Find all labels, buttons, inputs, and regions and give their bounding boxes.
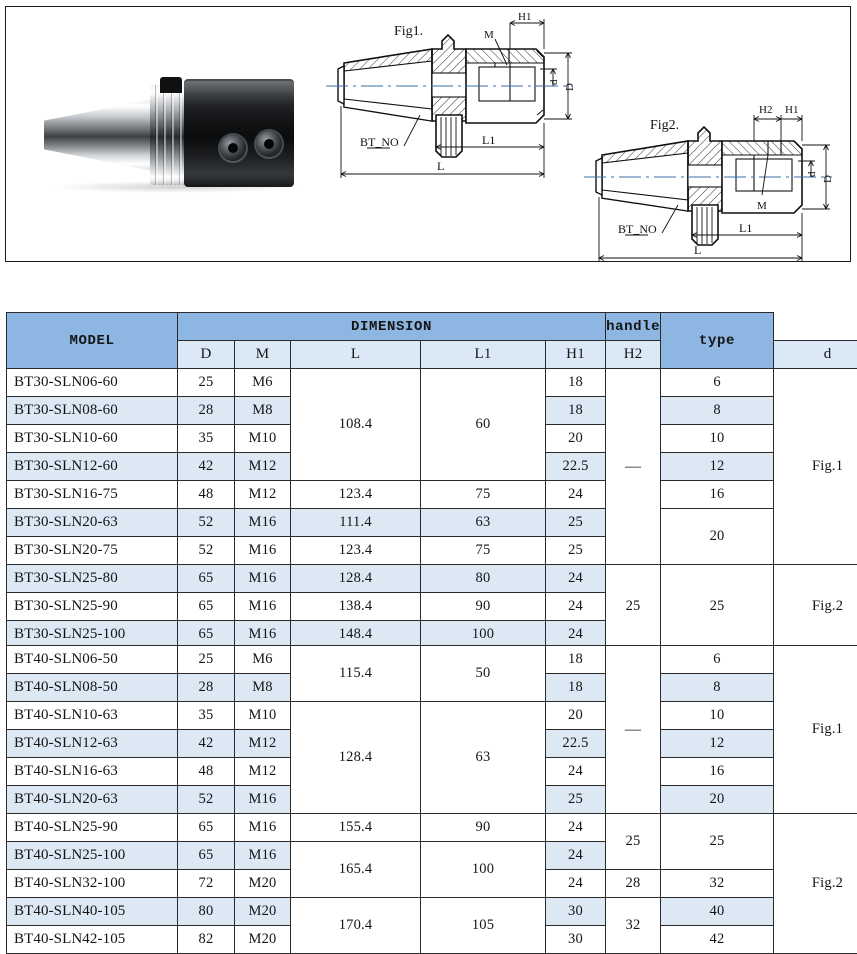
cell-h1: 30 bbox=[546, 898, 606, 926]
col-subheader-l1: L1 bbox=[421, 341, 546, 369]
cell-model: BT30-SLN25-90 bbox=[7, 593, 178, 621]
cell-model: BT40-SLN10-63 bbox=[7, 702, 178, 730]
cell-d: 35 bbox=[178, 425, 235, 453]
cell-m: M16 bbox=[235, 786, 291, 814]
cell-model: BT30-SLN08-60 bbox=[7, 397, 178, 425]
table-head bbox=[7, 313, 857, 369]
cell-l: 155.4 bbox=[291, 814, 421, 842]
cell-m: M16 bbox=[235, 842, 291, 870]
svg-text:M: M bbox=[757, 200, 767, 212]
cell-h1: 18 bbox=[546, 674, 606, 702]
cell-l1: 63 bbox=[421, 702, 546, 814]
cell-h1: 24 bbox=[546, 758, 606, 786]
cell-l: 111.4 bbox=[291, 509, 421, 537]
cell-type: Fig.2 bbox=[774, 565, 857, 649]
fig2-label: Fig2. bbox=[650, 118, 679, 133]
cell-d: 52 bbox=[178, 509, 235, 537]
cell-d: 48 bbox=[178, 758, 235, 786]
cell-l1: 90 bbox=[421, 593, 546, 621]
cell-m: M16 bbox=[235, 814, 291, 842]
cell-handle-d: 12 bbox=[661, 730, 774, 758]
cell-handle-d: 25 bbox=[661, 814, 774, 870]
cell-model: BT40-SLN08-50 bbox=[7, 674, 178, 702]
cell-d: 28 bbox=[178, 674, 235, 702]
svg-text:d: d bbox=[548, 79, 560, 85]
product-drawing-panel bbox=[5, 6, 851, 262]
cell-d: 28 bbox=[178, 397, 235, 425]
cell-h1: 25 bbox=[546, 786, 606, 814]
cell-handle-d: 12 bbox=[661, 453, 774, 481]
cell-d: 42 bbox=[178, 453, 235, 481]
cell-d: 80 bbox=[178, 898, 235, 926]
photo-lock-screw-1 bbox=[220, 135, 246, 161]
cell-model: BT40-SLN25-100 bbox=[7, 842, 178, 870]
cell-h1: 25 bbox=[546, 537, 606, 565]
table-row bbox=[7, 898, 857, 926]
cell-type: Fig.2 bbox=[774, 814, 857, 954]
table-row bbox=[7, 509, 857, 537]
cell-h1: 24 bbox=[546, 870, 606, 898]
cell-handle-d: 10 bbox=[661, 425, 774, 453]
table-body-bt30 bbox=[7, 369, 857, 649]
cell-m: M8 bbox=[235, 674, 291, 702]
cell-h1: 24 bbox=[546, 621, 606, 649]
col-subheader-h2: H2 bbox=[606, 341, 661, 369]
table-row bbox=[7, 369, 857, 397]
col-header-model: MODEL bbox=[7, 313, 178, 369]
cell-model: BT40-SLN06-50 bbox=[7, 646, 178, 674]
fig2-bt-no-label: BT_NO bbox=[618, 222, 657, 236]
cell-model: BT30-SLN25-80 bbox=[7, 565, 178, 593]
cell-m: M6 bbox=[235, 646, 291, 674]
cell-h1: 24 bbox=[546, 814, 606, 842]
col-header-handle: handle bbox=[606, 313, 661, 341]
tool-holder-photo bbox=[24, 65, 314, 205]
cell-h1: 18 bbox=[546, 646, 606, 674]
cell-l1: 63 bbox=[421, 509, 546, 537]
cell-handle-d: 6 bbox=[661, 646, 774, 674]
svg-text:L1: L1 bbox=[482, 133, 495, 147]
cell-l1: 75 bbox=[421, 481, 546, 509]
cell-h2: — bbox=[606, 646, 661, 814]
photo-shadow bbox=[50, 181, 300, 193]
cell-l: 128.4 bbox=[291, 702, 421, 814]
svg-text:H1: H1 bbox=[518, 11, 531, 23]
photo-taper-shank bbox=[44, 99, 154, 171]
cell-d: 42 bbox=[178, 730, 235, 758]
col-subheader-h1: H1 bbox=[546, 341, 606, 369]
cell-l: 108.4 bbox=[291, 369, 421, 481]
cell-l1: 60 bbox=[421, 369, 546, 481]
cell-l: 123.4 bbox=[291, 481, 421, 509]
cell-h2: 32 bbox=[606, 898, 661, 954]
cell-d: 72 bbox=[178, 870, 235, 898]
cell-l: 123.4 bbox=[291, 537, 421, 565]
cell-m: M10 bbox=[235, 702, 291, 730]
cell-l1: 100 bbox=[421, 621, 546, 649]
cell-m: M16 bbox=[235, 565, 291, 593]
cell-model: BT30-SLN06-60 bbox=[7, 369, 178, 397]
cell-m: M16 bbox=[235, 509, 291, 537]
cell-l1: 100 bbox=[421, 842, 546, 898]
cell-d: 35 bbox=[178, 702, 235, 730]
cell-d: 65 bbox=[178, 621, 235, 649]
cell-m: M10 bbox=[235, 425, 291, 453]
cell-model: BT30-SLN10-60 bbox=[7, 425, 178, 453]
svg-text:D: D bbox=[822, 175, 834, 183]
svg-text:L: L bbox=[437, 159, 444, 173]
cell-model: BT40-SLN40-105 bbox=[7, 898, 178, 926]
col-header-dimension: DIMENSION bbox=[178, 313, 606, 341]
cell-handle-d: 20 bbox=[661, 509, 774, 565]
cell-h1: 24 bbox=[546, 842, 606, 870]
cell-h1: 24 bbox=[546, 593, 606, 621]
cell-m: M16 bbox=[235, 537, 291, 565]
cell-model: BT30-SLN16-75 bbox=[7, 481, 178, 509]
col-subheader-dd: d bbox=[774, 341, 857, 369]
table-row bbox=[7, 702, 857, 730]
cell-m: M12 bbox=[235, 730, 291, 758]
cell-model: BT40-SLN25-90 bbox=[7, 814, 178, 842]
cell-l1: 50 bbox=[421, 646, 546, 702]
cell-d: 65 bbox=[178, 593, 235, 621]
cell-d: 65 bbox=[178, 814, 235, 842]
cell-h1: 24 bbox=[546, 481, 606, 509]
svg-text:H1: H1 bbox=[785, 104, 798, 116]
cell-handle-d: 25 bbox=[661, 565, 774, 649]
cell-model: BT30-SLN12-60 bbox=[7, 453, 178, 481]
table-row bbox=[7, 814, 857, 842]
photo-lock-screw-2 bbox=[256, 131, 282, 157]
cell-model: BT40-SLN42-105 bbox=[7, 926, 178, 954]
cell-model: BT40-SLN20-63 bbox=[7, 786, 178, 814]
cell-m: M16 bbox=[235, 621, 291, 649]
col-subheader-d: D bbox=[178, 341, 235, 369]
cell-handle-d: 42 bbox=[661, 926, 774, 954]
svg-text:L: L bbox=[694, 243, 701, 257]
cell-m: M6 bbox=[235, 369, 291, 397]
cell-h2: 25 bbox=[606, 565, 661, 649]
fig1-bt-no-label: BT_NO bbox=[360, 135, 399, 149]
cell-handle-d: 32 bbox=[661, 870, 774, 898]
cell-l1: 75 bbox=[421, 537, 546, 565]
cell-m: M20 bbox=[235, 898, 291, 926]
spec-table-bt30 bbox=[6, 312, 857, 649]
cell-h1: 25 bbox=[546, 509, 606, 537]
svg-text:H2: H2 bbox=[759, 104, 772, 116]
cell-model: BT30-SLN20-63 bbox=[7, 509, 178, 537]
cell-handle-d: 10 bbox=[661, 702, 774, 730]
cell-h1: 22.5 bbox=[546, 453, 606, 481]
cell-handle-d: 6 bbox=[661, 369, 774, 397]
table-row bbox=[7, 481, 857, 509]
cell-l: 115.4 bbox=[291, 646, 421, 702]
svg-text:L1: L1 bbox=[739, 221, 752, 235]
cell-handle-d: 16 bbox=[661, 481, 774, 509]
photo-body-highlight bbox=[184, 81, 294, 105]
cell-d: 25 bbox=[178, 369, 235, 397]
cell-d: 52 bbox=[178, 786, 235, 814]
cell-h1: 30 bbox=[546, 926, 606, 954]
svg-text:M: M bbox=[484, 29, 494, 41]
cell-model: BT40-SLN12-63 bbox=[7, 730, 178, 758]
cell-l: 170.4 bbox=[291, 898, 421, 954]
cell-d: 52 bbox=[178, 537, 235, 565]
cell-l: 165.4 bbox=[291, 842, 421, 898]
cell-h2: — bbox=[606, 369, 661, 565]
col-subheader-l: L bbox=[291, 341, 421, 369]
cell-m: M16 bbox=[235, 593, 291, 621]
figure-1-drawing bbox=[324, 11, 592, 201]
cell-m: M20 bbox=[235, 926, 291, 954]
cell-m: M8 bbox=[235, 397, 291, 425]
cell-m: M12 bbox=[235, 758, 291, 786]
table-row bbox=[7, 565, 857, 593]
fig1-label: Fig1. bbox=[394, 24, 423, 39]
cell-h1: 24 bbox=[546, 565, 606, 593]
cell-handle-d: 8 bbox=[661, 397, 774, 425]
cell-m: M12 bbox=[235, 481, 291, 509]
cell-h2: 25 bbox=[606, 814, 661, 870]
photo-flange-grooves bbox=[150, 85, 188, 185]
cell-h1: 18 bbox=[546, 369, 606, 397]
svg-text:D: D bbox=[564, 83, 576, 91]
cell-d: 82 bbox=[178, 926, 235, 954]
cell-d: 65 bbox=[178, 842, 235, 870]
cell-type: Fig.1 bbox=[774, 369, 857, 565]
cell-h2: 28 bbox=[606, 870, 661, 898]
cell-l1: 90 bbox=[421, 814, 546, 842]
figure-2-drawing bbox=[576, 99, 851, 262]
cell-h1: 20 bbox=[546, 425, 606, 453]
cell-h1: 18 bbox=[546, 397, 606, 425]
cell-h1: 20 bbox=[546, 702, 606, 730]
cell-m: M12 bbox=[235, 453, 291, 481]
cell-l: 138.4 bbox=[291, 593, 421, 621]
cell-model: BT30-SLN25-100 bbox=[7, 621, 178, 649]
cell-h1: 22.5 bbox=[546, 730, 606, 758]
cell-l: 148.4 bbox=[291, 621, 421, 649]
cell-model: BT40-SLN16-63 bbox=[7, 758, 178, 786]
table-body-bt40 bbox=[7, 646, 857, 954]
cell-handle-d: 8 bbox=[661, 674, 774, 702]
cell-model: BT30-SLN20-75 bbox=[7, 537, 178, 565]
spec-table-bt40 bbox=[6, 645, 857, 954]
svg-text:d: d bbox=[806, 171, 818, 177]
cell-l: 128.4 bbox=[291, 565, 421, 593]
cell-d: 25 bbox=[178, 646, 235, 674]
cell-handle-d: 20 bbox=[661, 786, 774, 814]
cell-m: M20 bbox=[235, 870, 291, 898]
cell-model: BT40-SLN32-100 bbox=[7, 870, 178, 898]
cell-handle-d: 16 bbox=[661, 758, 774, 786]
cell-type: Fig.1 bbox=[774, 646, 857, 814]
table-row bbox=[7, 646, 857, 674]
cell-d: 65 bbox=[178, 565, 235, 593]
cell-l1: 80 bbox=[421, 565, 546, 593]
col-subheader-m: M bbox=[235, 341, 291, 369]
cell-d: 48 bbox=[178, 481, 235, 509]
col-header-type: type bbox=[661, 313, 774, 369]
photo-drive-notch bbox=[160, 77, 182, 93]
cell-l1: 105 bbox=[421, 898, 546, 954]
cell-handle-d: 40 bbox=[661, 898, 774, 926]
